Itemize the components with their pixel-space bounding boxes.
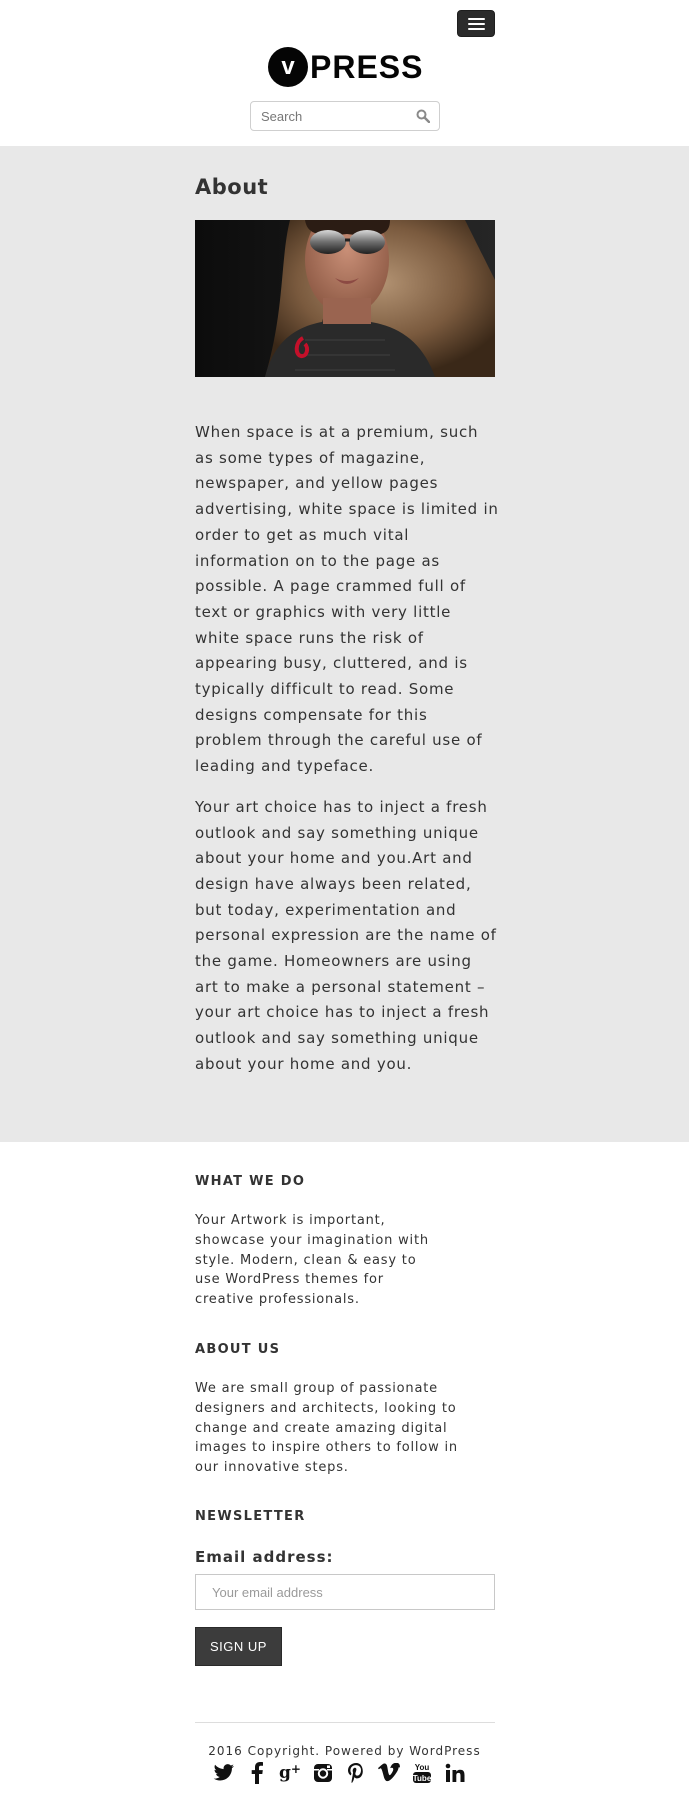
facebook-icon[interactable]: [245, 1761, 269, 1785]
portrait-image: [195, 220, 495, 377]
vimeo-icon[interactable]: [377, 1761, 401, 1785]
main-content: [0, 146, 689, 1142]
what-we-do-heading: WHAT WE DO: [195, 1174, 306, 1189]
search-box: [250, 101, 440, 131]
what-we-do-section: [195, 1174, 495, 1189]
site-logo[interactable]: [268, 46, 423, 88]
menu-toggle-button[interactable]: [457, 10, 495, 37]
about-us-heading: ABOUT US: [195, 1342, 281, 1357]
article-paragraph: When space is at a premium, such as some types of magazine, newspaper, and yellow pages advertising, white space is limited in order to get as much vital information on to the page as possible. A page crammed full of text or graphics with very little white space runs the risk of appearing busy, cluttered, and is typically difficult to read. Some designs compensate for this problem through the careful use of leading and typeface.: [195, 423, 499, 776]
youtube-icon[interactable]: [410, 1761, 434, 1785]
footer-divider: [195, 1722, 495, 1723]
about-us-section: [195, 1342, 495, 1357]
linkedin-icon[interactable]: [443, 1761, 467, 1785]
hamburger-icon-bar: [468, 28, 485, 30]
sign-up-button[interactable]: SIGN UP: [195, 1627, 282, 1666]
logo-text: PRESS: [310, 49, 424, 85]
newsletter-heading: NEWSLETTER: [195, 1509, 306, 1524]
page-title: About: [195, 175, 269, 199]
email-label: Email address:: [195, 1548, 334, 1566]
what-we-do-text: Your Artwork is important, showcase your imagination with style. Modern, clean & easy to use WordPress themes for creative professionals.: [195, 1213, 429, 1308]
article-paragraph: Your art choice has to inject a fresh outlook and say something unique about your home and you.Art and design have always been related, but today, experimentation and personal expression are the name of the game. Homeowners are using art to make a personal statement – your art choice has to inject a fresh outlook and say something unique about your home and you.: [195, 797, 497, 1073]
search-icon[interactable]: [416, 109, 430, 123]
copyright-text: 2016 Copyright. Powered by WordPress: [208, 1744, 481, 1758]
about-us-text-block: [195, 1379, 495, 1478]
social-links: [212, 1761, 467, 1785]
article-body: [195, 420, 499, 1093]
logo-badge: v: [268, 47, 308, 87]
twitter-icon[interactable]: [212, 1761, 236, 1785]
hamburger-icon-bar: [468, 23, 485, 25]
hero-image: [195, 220, 495, 377]
what-we-do-text-block: [195, 1211, 495, 1310]
google-plus-icon[interactable]: g +: [279, 1762, 301, 1783]
about-us-text: We are small group of passionate designers and architects, looking to change and create amazing digital images to inspire others to follow in our innovative steps.: [195, 1381, 458, 1476]
email-field[interactable]: [195, 1574, 495, 1610]
svg-text:Tube: Tube: [413, 1774, 431, 1783]
search-input[interactable]: [251, 102, 411, 130]
newsletter-section: [195, 1509, 495, 1524]
svg-text:You: You: [414, 1763, 430, 1772]
instagram-icon[interactable]: [311, 1761, 335, 1785]
hamburger-icon-bar: [468, 18, 485, 20]
pinterest-icon[interactable]: [344, 1761, 368, 1785]
